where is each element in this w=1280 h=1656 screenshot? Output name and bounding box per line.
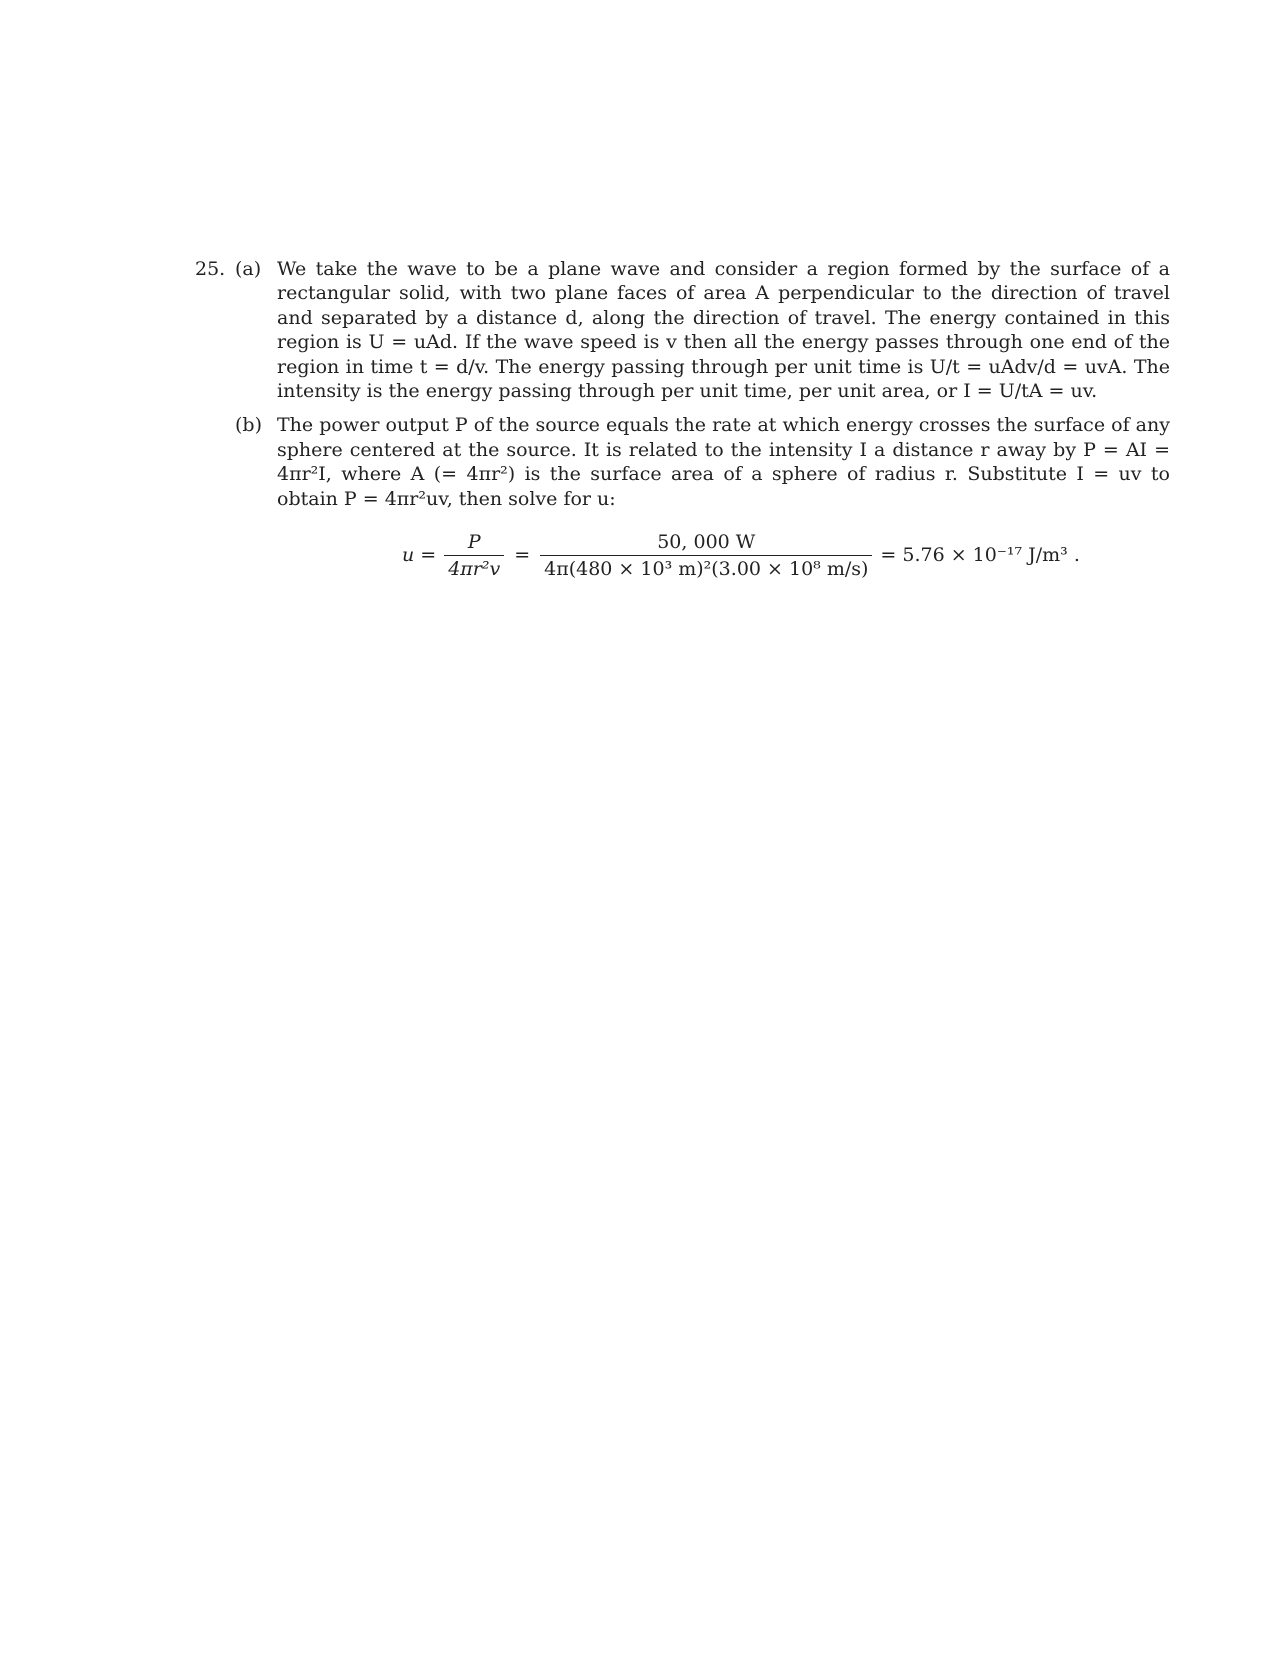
problem-25 xyxy=(195,257,1170,511)
fraction-symbolic-denominator: 4πr²v xyxy=(444,555,504,580)
equation-result: = 5.76 × 10⁻¹⁷ J/m³ . xyxy=(880,544,1080,566)
part-b xyxy=(235,413,1170,511)
energy-density-equation xyxy=(402,527,1080,583)
part-b-text: The power output P of the source equals the rate at which energy crosses the surface of any sphere centered at the source. It is related to the intensity I a distance r away by P = AI = 4πr²I, where A (= 4πr²) is the surface area of a sphere of radius r. Substitute I = uv to obtain P = 4πr²uv, then solve for u: xyxy=(277,414,1170,510)
fraction-numeric-numerator: 50, 000 W xyxy=(657,530,756,553)
part-a-text: We take the wave to be a plane wave and consider a region formed by the surface of a rectangular solid, with two plane faces of area A perpendicular to the direction of travel and separated by a distance d, along the direction of travel. The energy contained in this region is U = uAd. If the wave speed is v then all the energy passes through one end of the region in time t = d/v. The energy passing through per unit time is U/t = uAdv/d = uvA. The intensity is the energy passing through per unit time, per unit area, or I = U/tA = uv. xyxy=(277,258,1170,403)
problem-number: 25. xyxy=(195,258,226,280)
equation-lhs: u = xyxy=(402,544,437,566)
part-b-label: (b) xyxy=(235,414,262,437)
equals-sign: = xyxy=(514,544,531,566)
part-a xyxy=(235,257,1170,403)
fraction-symbolic-numerator: P xyxy=(467,530,481,553)
fraction-numeric-denominator: 4π(480 × 10³ m)²(3.00 × 10⁸ m/s) xyxy=(540,555,872,580)
fraction-numeric xyxy=(540,531,872,580)
fraction-symbolic xyxy=(444,531,504,580)
part-a-label: (a) xyxy=(235,258,262,280)
